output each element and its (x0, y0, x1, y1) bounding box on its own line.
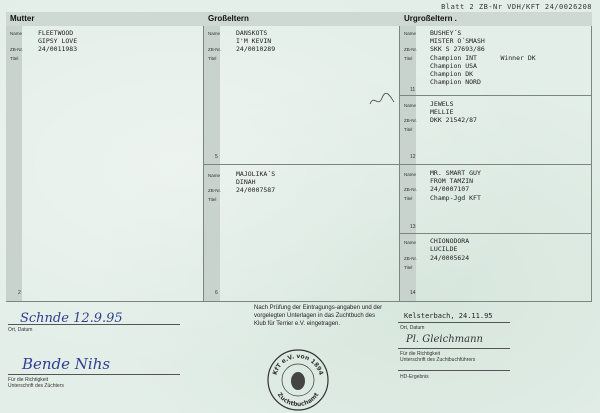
stamp-bottom-text: Zuchtbuchamt (275, 391, 321, 409)
ggp3-zbnr: 24/0007107 (430, 185, 470, 193)
rule (398, 370, 510, 371)
zbnr-label: ZB-Nr. (10, 47, 23, 52)
header-grosseltern: Großeltern (204, 12, 400, 26)
rule (398, 348, 510, 349)
mother-name-1: FLEETWOOD (38, 29, 74, 37)
stamp-seal (266, 348, 330, 412)
place-date-label: Ort, Datum (8, 327, 33, 333)
cell-number: 12 (410, 154, 416, 160)
breeder-signature: Bende Nihs (22, 355, 111, 373)
name-label: Name (404, 103, 417, 108)
ggp2-name-2: MELLIE (430, 108, 454, 116)
cell-number: 2 (18, 290, 21, 296)
gp1-zbnr: 24/0010289 (236, 45, 276, 53)
gp2-zbnr: 24/0007587 (236, 186, 276, 194)
mother-column (6, 26, 204, 301)
hd-result-label: HD-Ergebnis (400, 374, 429, 380)
header-mutter: Mutter (6, 12, 204, 26)
stamp-top-text: KfT e.V. von 1894 (271, 352, 325, 376)
gp1-name-1: DANSKOTS (236, 29, 268, 37)
gp2-name-1: MAJOLIKA´S (236, 170, 276, 178)
ggp3-name-1: MR. SMART GUY (430, 169, 481, 177)
label-band (6, 26, 22, 301)
name-label: Name (208, 173, 221, 178)
breeder-place-date: Schnde 12.9.95 (20, 311, 123, 326)
titel-label: Titel (208, 56, 217, 61)
mother-name-2: GIPSY LOVE (38, 37, 78, 45)
ggp3-name-2: FROM TAMZIN (430, 177, 474, 185)
sig-label-1: Für die Richtigkeit (400, 351, 441, 357)
sig-label-2: Unterschrift des Zuchtbuchführers (400, 357, 476, 363)
sig-label-1: Für die Richtigkeit (8, 377, 49, 383)
titel-label: Titel (10, 56, 19, 61)
titel-label: Titel (404, 265, 413, 270)
rule (398, 322, 510, 323)
ggp1-title-3: Champion DK (430, 70, 474, 78)
name-label: Name (208, 31, 221, 36)
grid-divider (400, 95, 592, 96)
grid-divider (204, 164, 592, 165)
studbook-place-date: Kelsterbach, 24.11.95 (404, 312, 493, 320)
name-label: Name (404, 240, 417, 245)
ggp2-name-1: JEWELS (430, 100, 454, 108)
grid-bottom (6, 301, 592, 302)
ggp1-name-2: MISTER O´SMASH (430, 37, 485, 45)
ggp1-title-2: Champion USA (430, 62, 477, 70)
ggp4-name-2: LUCILDE (430, 245, 458, 253)
name-label: Name (404, 31, 417, 36)
titel-label: Titel (404, 196, 413, 201)
ggp2-zbnr: DKK 21542/87 (430, 116, 477, 124)
titel-label: Titel (404, 56, 413, 61)
pen-mark (368, 90, 398, 110)
zbnr-label: ZB-Nr. (208, 188, 221, 193)
gp1-name-2: I'M KEVIN (236, 37, 272, 45)
registration-notice: Nach Prüfung der Eintragungs-angaben und der vorgelegten Unterlagen in das Zuchtbuch des Klub für Terrier e.V. eingetragen. (254, 305, 383, 327)
sheet-number: Blatt 2 ZB-Nr VDH/KFT 24/0026208 (441, 3, 592, 11)
ggp1-name-1: BUSHEY´S (430, 29, 462, 37)
name-label: Name (10, 31, 23, 36)
studbook-signature: Pl. Gleichmann (406, 334, 483, 345)
cell-number: 13 (410, 224, 416, 230)
place-date-label: Ort, Datum (400, 325, 425, 331)
titel-label: Titel (208, 197, 217, 202)
zbnr-label: ZB-Nr. (404, 256, 417, 261)
rule (8, 374, 180, 375)
cell-number: 11 (410, 87, 416, 93)
gp2-name-2: DINAH (236, 178, 256, 186)
titel-label: Titel (404, 127, 413, 132)
mother-zbnr: 24/0011983 (38, 45, 78, 53)
name-label: Name (404, 172, 417, 177)
cell-number: 6 (215, 290, 218, 296)
zbnr-label: ZB-Nr. (404, 187, 417, 192)
sig-label-2: Unterschrift des Züchters (8, 383, 64, 389)
grid-divider (400, 233, 592, 234)
zbnr-label: ZB-Nr. (404, 118, 417, 123)
ggp1-zbnr: SKK S 27693/86 (430, 45, 485, 53)
zbnr-label: ZB-Nr. (208, 47, 221, 52)
cell-number: 14 (410, 290, 416, 296)
header-urgrosseltern: Urgroßeltern . (400, 12, 592, 26)
ggp4-zbnr: 24/0005624 (430, 254, 470, 262)
cell-number: 5 (215, 154, 218, 160)
zbnr-label: ZB-Nr. (404, 47, 417, 52)
ggp1-title-4: Champion NORD (430, 78, 481, 86)
ggp4-name-1: CHIONODORA (430, 237, 470, 245)
rule (8, 324, 180, 325)
ggp1-title-1: Champion INT Winner DK (430, 54, 536, 62)
ggp3-titel: Champ-Jgd KFT (430, 194, 481, 202)
